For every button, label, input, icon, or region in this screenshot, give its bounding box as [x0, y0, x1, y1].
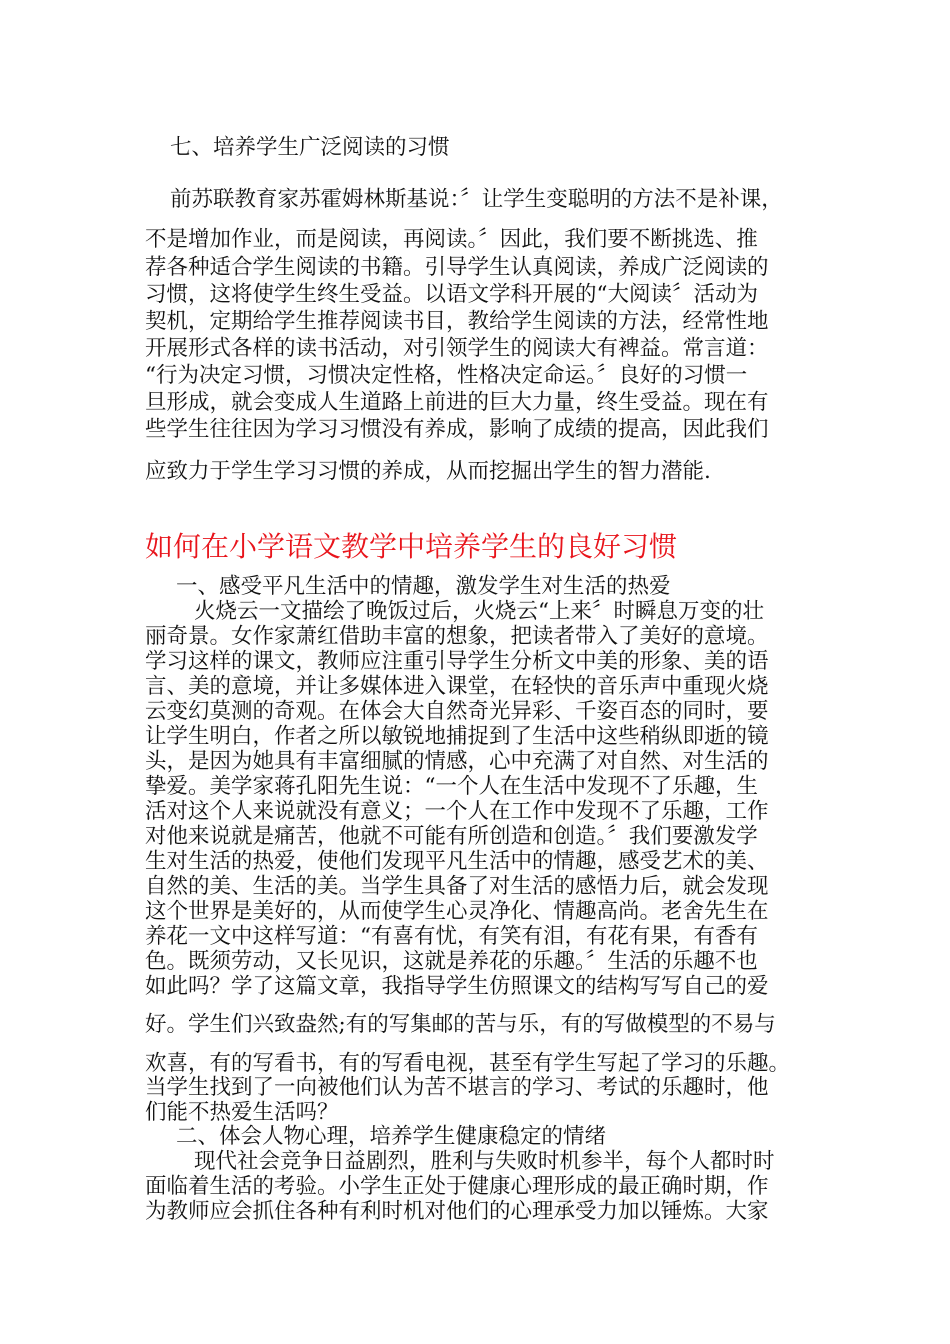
paragraph-line: 自然的美、生活的美。当学生具备了对生活的感悟力后，就会发现: [145, 874, 769, 899]
paragraph-line: 学习这样的课文，教师应注重引导学生分析文中美的形象、美的语: [145, 649, 769, 674]
paragraph-line: 生对生活的热爱，使他们发现平凡生活中的情趣，感受艺术的美、: [145, 849, 769, 874]
paragraph-line: 火烧云一文描绘了晚饭过后，火烧云“上来〞时瞬息万变的壮: [194, 599, 764, 624]
paragraph-line: 现代社会竞争日益剧烈，胜利与失败时机参半，每个人都时时: [194, 1149, 775, 1174]
paragraph-line: 欢喜，有的写看书，有的写看电视，甚至有学生写起了学习的乐趣。: [145, 1051, 791, 1076]
paragraph-line: 头，是因为她具有丰富细腻的情感，心中充满了对自然、对生活的: [145, 749, 769, 774]
paragraph-line: 让学生明白，作者之所以敏锐地捕捉到了生活中这些稍纵即逝的镜: [145, 724, 769, 749]
paragraph-line: 面临着生活的考验。小学生正处于健康心理形成的最正确时期，作: [145, 1174, 769, 1199]
paragraph-line: 这个世界是美好的，从而使学生心灵净化、情趣高尚。老舍先生在: [145, 899, 769, 924]
paragraph-line: 养花一文中这样写道：“有喜有忧，有笑有泪，有花有果，有香有: [145, 924, 758, 949]
paragraph-line: “行为决定习惯，习惯决定性格，性格决定命运。〞良好的习惯一: [145, 363, 748, 388]
paragraph-line: 当学生找到了一向被他们认为苦不堪言的学习、考试的乐趣时，他: [145, 1075, 769, 1100]
paragraph-line: 挚爱。美学家蒋孔阳先生说：“一个人在生活中发现不了乐趣，生: [145, 774, 758, 799]
paragraph-line: 习惯，这将使学生终生受益。以语文学科开展的“大阅读〞活动为: [145, 282, 758, 307]
paragraph-line: 如此吗？学了这篇文章，我指导学生仿照课文的结构写写自己的爱: [145, 974, 769, 999]
section-heading: 一、感受平凡生活中的情趣，激发学生对生活的热爱: [176, 574, 671, 599]
paragraph-line: 契机，定期给学生推荐阅读书目，教给学生阅读的方法，经常性地: [145, 309, 769, 334]
paragraph-line: 应致力于学生学习习惯的养成，从而挖掘出学生的智力潜能.: [145, 459, 711, 484]
paragraph-line: 色。既须劳动，又长见识，这就是养花的乐趣。〞生活的乐趣不也: [145, 949, 758, 974]
paragraph-line: 好。学生们兴致盎然;有的写集邮的苦与乐，有的写做模型的不易与: [145, 1012, 776, 1037]
paragraph-line: 丽奇景。女作家萧红借助丰富的想象，把读者带入了美好的意境。: [145, 624, 769, 649]
paragraph-line: 对他来说就是痛苦，他就不可能有所创造和创造。〞我们要激发学: [145, 824, 758, 849]
paragraph-line: 们能不热爱生活吗？: [145, 1100, 339, 1125]
paragraph-line: 开展形式各样的读书活动，对引领学生的阅读大有裨益。常言道：: [145, 336, 769, 361]
paragraph-line: 言、美的意境，并让多媒体进入课堂，在轻快的音乐声中重现火烧: [145, 674, 769, 699]
paragraph-line: 活对这个人来说就没有意义；一个人在工作中发现不了乐趣，工作: [145, 799, 769, 824]
paragraph-line: 荐各种适合学生阅读的书籍。引导学生认真阅读，养成广泛阅读的: [145, 255, 769, 280]
article-title: 如何在小学语文教学中培养学生的良好习惯: [145, 530, 678, 563]
section-heading: 七、培养学生广泛阅读的习惯: [170, 135, 450, 160]
paragraph-line: 旦形成，就会变成人生道路上前进的巨大力量，终生受益。现在有: [145, 390, 769, 415]
section-heading: 二、体会人物心理，培养学生健康稳定的情绪: [176, 1124, 607, 1149]
paragraph-line: 为教师应会抓住各种有利时机对他们的心理承受力加以锤炼。大家: [145, 1199, 769, 1224]
paragraph-line: 前苏联教育家苏霍姆林斯基说：〞让学生变聪明的方法不是补课，: [170, 187, 783, 212]
paragraph-line: 不是增加作业，而是阅读，再阅读。〞因此，我们要不断挑选、推: [145, 227, 758, 252]
paragraph-line: 些学生往往因为学习习惯没有养成，影响了成绩的提高，因此我们: [145, 417, 769, 442]
paragraph-line: 云变幻莫测的奇观。在体会大自然奇光异彩、千姿百态的同时，要: [145, 699, 769, 724]
